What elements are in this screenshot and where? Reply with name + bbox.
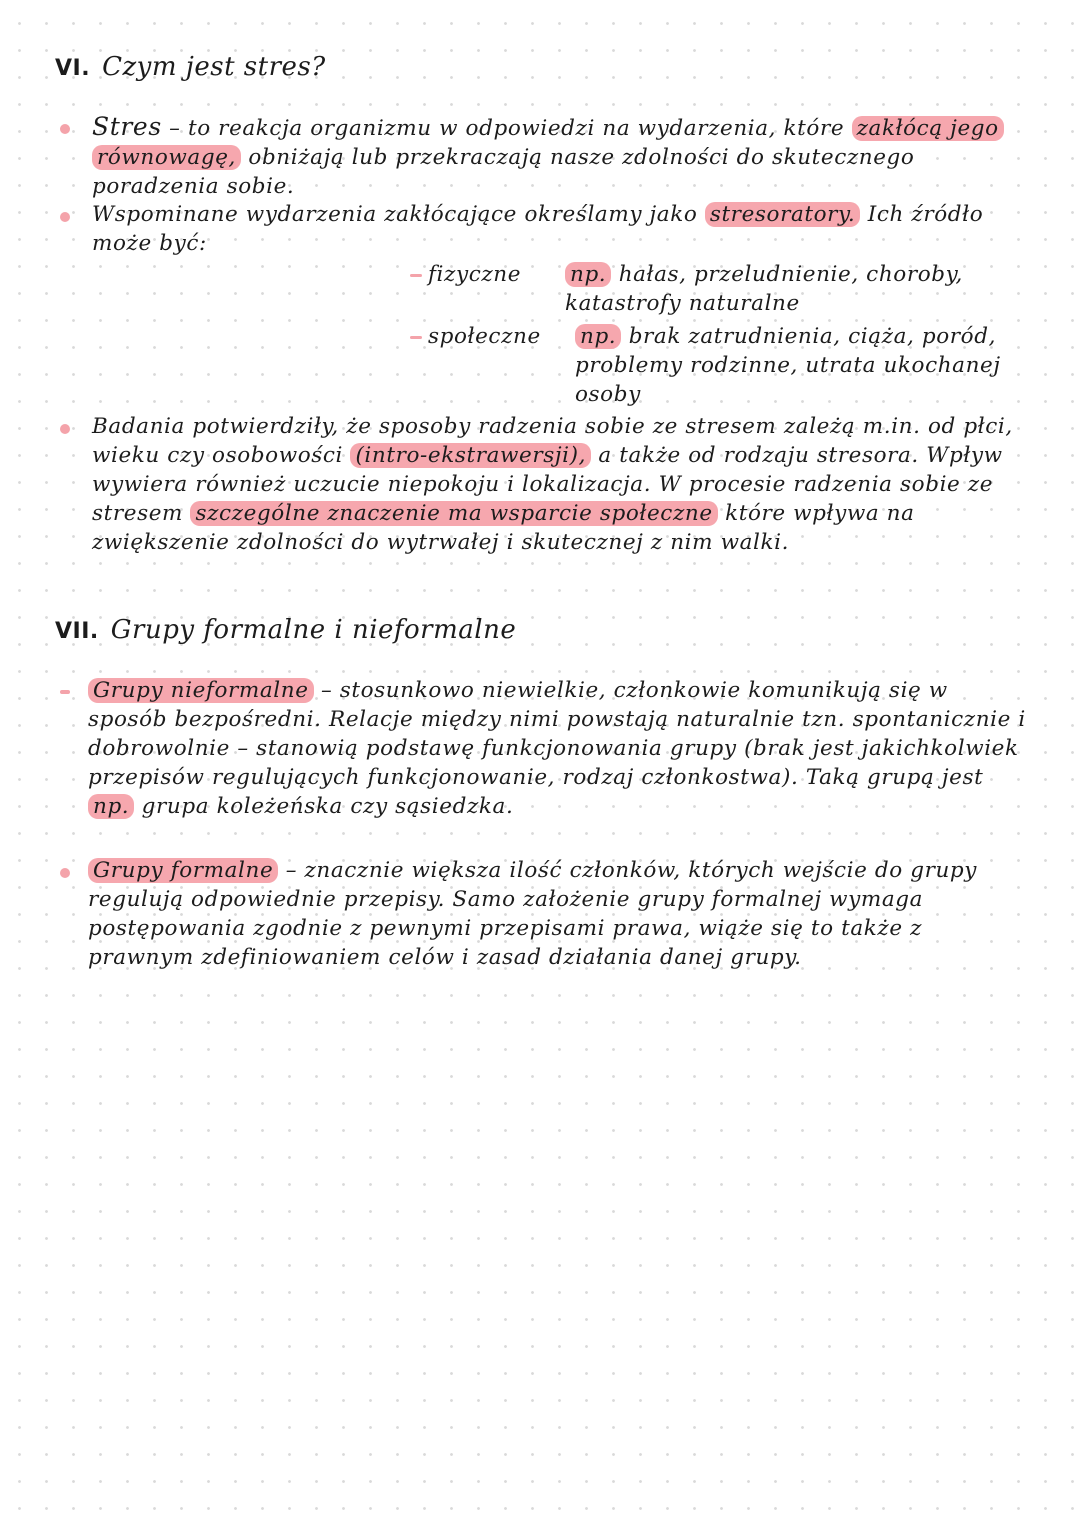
bullet-dot (60, 424, 70, 434)
bullet-dot (60, 868, 70, 878)
badania-text-3: które wpływa na zwiększenie zdolności do wytrwałej i skutecznej z nim walki. (92, 501, 915, 555)
source-type-spoleczne (410, 322, 560, 351)
stres-term: Stres (92, 112, 162, 141)
nieformalne-text-2: grupa koleżeńska czy sąsiedzka. (134, 794, 514, 819)
highlight-grupy-formalne: Grupy formalne (88, 858, 278, 883)
bullet-dot (60, 212, 70, 222)
bullet-dash (60, 690, 70, 694)
highlight-rownowaga: zakłócą jego równowagę, (92, 116, 1004, 170)
highlight-intro-ekstrawersji: (intro-ekstrawersji), (350, 443, 591, 468)
section-6-title: Czym jest stres? (102, 52, 326, 82)
badania-paragraph (92, 412, 1027, 557)
source-examples-text: hałas, przeludnienie, choroby, katastrofy naturalne (565, 262, 963, 316)
formalne-text-1: – znacznie większa ilość członków, których wejście do grupy regulują odpowiednie przepisy. Samo założenie grupy formalnej wymaga postępowania zgodnie z pewnymi przepisami prawa, wiąże się to także z prawnym zdefiniowaniem celów i zasad działania danej grupy. (88, 858, 978, 970)
grupy-nieformalne-paragraph (88, 676, 1033, 821)
highlight-grupy-nieformalne: Grupy nieformalne (88, 678, 314, 703)
section-7-heading (55, 615, 516, 645)
stres-text-1: – to reakcja organizmu w odpowiedzi na wydarzenia, które (161, 116, 852, 141)
stresory-paragraph (92, 200, 1022, 258)
dash-icon (410, 274, 422, 277)
nieformalne-text-1: – stosunkowo niewielkie, członkowie komunikują się w sposób bezpośredni. Relacje między nimi powstają naturalnie tzn. spontanicznie i dobrowolnie – stanowią podstawę funkcjonowania grupy (brak jest jakichkolwiek przepisów regulujących funkcjonowanie, rodzaj członkostwa). Taką grupą jest (88, 678, 1026, 790)
stresory-text-1: Wspominane wydarzenia zakłócające określamy jako (92, 202, 705, 227)
highlight-np: np. (565, 262, 611, 287)
source-examples-fizyczne (565, 260, 1005, 318)
stres-text-2: obniżają lub przekraczają nasze zdolności do skutecznego poradzenia sobie. (92, 145, 915, 199)
section-6-heading (55, 52, 326, 82)
highlight-stresoratory: stresoratory. (705, 202, 861, 227)
stresory-text-2: Ich źródło może być: (92, 202, 984, 256)
source-type-fizyczne (410, 260, 540, 289)
source-type-label: społeczne (428, 324, 541, 349)
badania-text-1: Badania potwierdziły, że sposoby radzenia sobie ze stresem zależą m.in. od płci, wieku czy osobowości (92, 414, 1013, 468)
section-7-number: VII. (55, 619, 99, 644)
source-examples-spoleczne (575, 322, 1015, 409)
badania-text-2: a także od rodzaju stresora. Wpływ wywiera również uczucie niepokoju i lokalizacja. W procesie radzenia sobie ze stresem (92, 443, 1003, 526)
source-type-label: fizyczne (428, 262, 522, 287)
stres-definition (92, 112, 1022, 201)
source-examples-text: brak zatrudnienia, ciąża, poród, problemy rodzinne, utrata ukochanej osoby (575, 324, 1001, 407)
grupy-formalne-paragraph (88, 856, 1033, 972)
highlight-np: np. (88, 794, 134, 819)
section-6-number: VI. (55, 56, 91, 81)
bullet-dot (60, 124, 70, 134)
section-7-title: Grupy formalne i nieformalne (110, 615, 517, 645)
highlight-wsparcie-spoleczne: szczególne znaczenie ma wsparcie społeczne (190, 501, 717, 526)
highlight-np: np. (575, 324, 621, 349)
dash-icon (410, 336, 422, 339)
